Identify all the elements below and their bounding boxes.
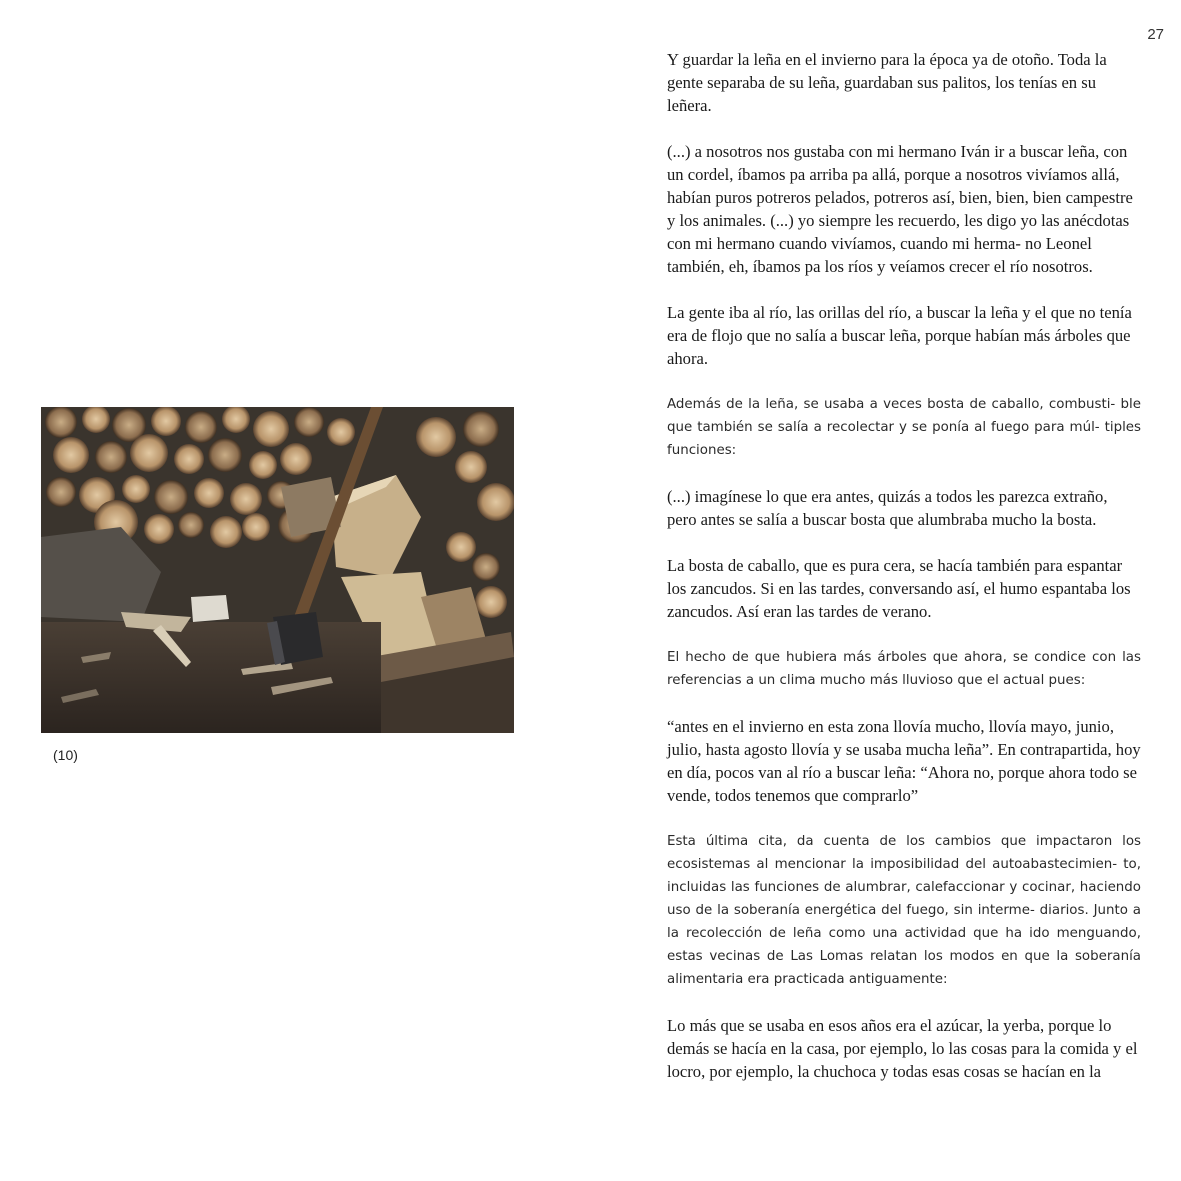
paragraph-testimony-5: La bosta de caballo, que es pura cera, se hacía también para espantar los zancudos. Si en las tardes, conversando así, el humo espantaba los zancudos. Así eran las tardes de verano. bbox=[667, 556, 1131, 621]
paragraph-commentary-1: Además de la leña, se usaba a veces bosta de caballo, combusti- ble que también se salía a recolectar y se ponía al fuego para múl- tiples funciones: bbox=[667, 397, 1141, 458]
firewood-photo-image bbox=[41, 407, 514, 733]
paragraph-commentary-2: El hecho de que hubiera más árboles que ahora, se condice con las referencias a un clima mucho más lluvioso que el actual pues: bbox=[667, 650, 1141, 688]
paragraph-testimony-4: (...) imagínese lo que era antes, quizás a todos les parezca extraño, pero antes se salía a buscar bosta que alumbraba mucho la bosta. bbox=[667, 487, 1108, 529]
figure-caption: (10) bbox=[53, 747, 78, 763]
paragraph-testimony-1: Y guardar la leña en el invierno para la época ya de otoño. Toda la gente separaba de su leña, guardaban sus palitos, los tenías en su leñera. bbox=[667, 50, 1107, 115]
paragraph-quote: “antes en el invierno en esta zona llovía mucho, llovía mayo, junio, julio, hasta agosto llovía y se usaba mucha leña”. En contrapartida, hoy en día, pocos van al río a buscar leña: “Ahora no, porque ahora todo se vende, todos tenemos que comprarlo” bbox=[667, 717, 1141, 805]
paragraph-testimony-6: Lo más que se usaba en esos años era el azúcar, la yerba, porque lo demás se hacía en la casa, por ejemplo, lo las cosas para la comida y el locro, por ejemplo, la chuchoca y todas esas cosas se hacían en la bbox=[667, 1016, 1138, 1081]
page-number: 27 bbox=[1147, 26, 1164, 43]
paragraph-commentary-3: Esta última cita, da cuenta de los cambios que impactaron los ecosistemas al mencionar la imposibilidad del autoabastecimien- to, incluidas las funciones de alumbrar, calefaccionar y cocinar, haciendo uso de la soberanía energética del fuego, sin interme- diarios. Junto a la recolección de leña como una actividad que ha ido menguando, estas vecinas de Las Lomas relatan los modos en que la soberanía alimentaria era practicada antiguamente: bbox=[667, 834, 1141, 987]
text-column bbox=[667, 48, 1141, 1106]
paragraph-testimony-2: (...) a nosotros nos gustaba con mi hermano Iván ir a buscar leña, con un cordel, íbamos pa arriba pa allá, porque a nosotros vivíamos allá, habían puros potreros pelados, potreros así, bien, bien, bien campestre y los animales. (...) yo siempre les recuerdo, les digo yo las anécdotas con mi hermano cuando vivíamos, cuando mi herma- no Leonel también, eh, íbamos pa los ríos y veíamos crecer el río nosotros. bbox=[667, 142, 1133, 276]
paragraph-testimony-3: La gente iba al río, las orillas del río, a buscar la leña y el que no tenía era de flojo que no salía a buscar leña, porque habían más árboles que ahora. bbox=[667, 303, 1132, 368]
firewood-photo bbox=[41, 407, 514, 733]
